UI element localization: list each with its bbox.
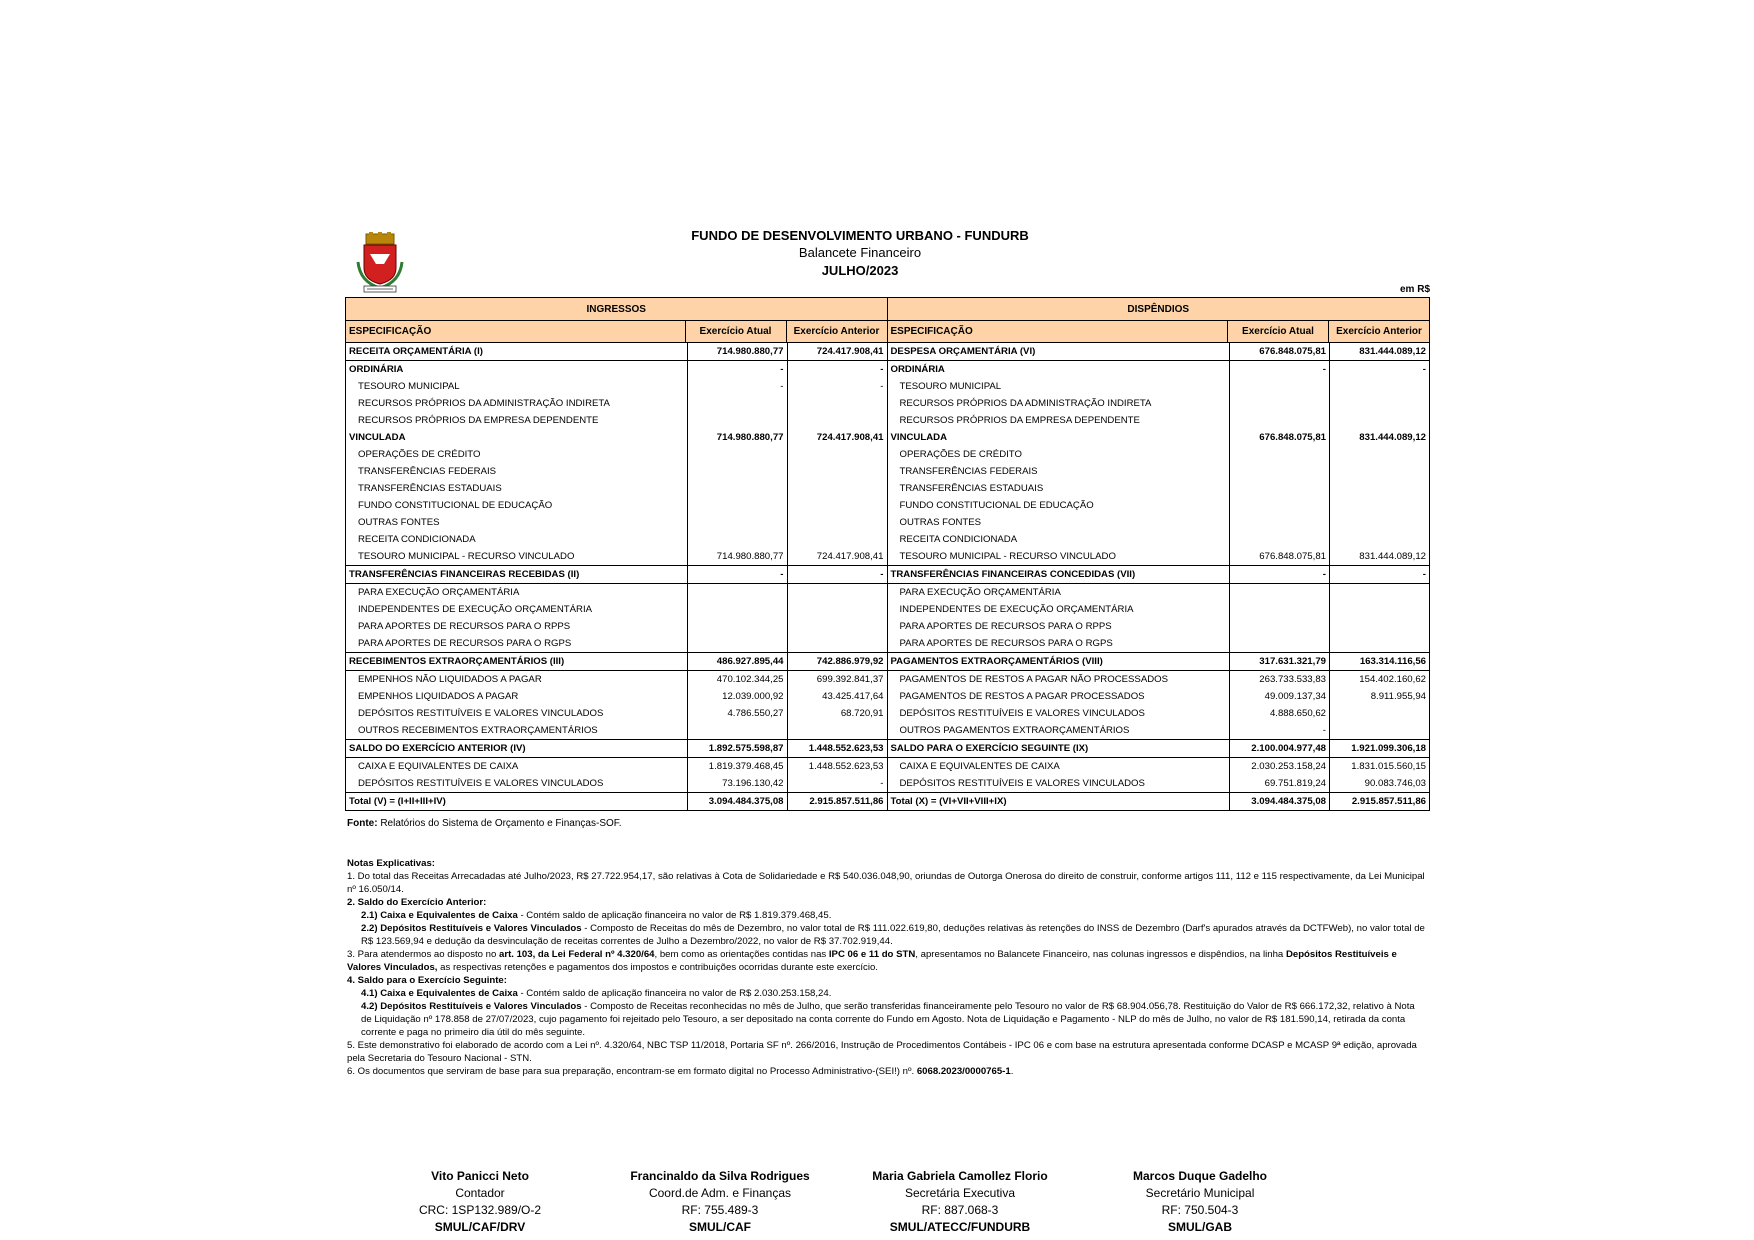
value-exercicio-atual xyxy=(1229,412,1329,429)
value-exercicio-anterior xyxy=(1329,480,1429,497)
value-exercicio-anterior xyxy=(787,463,887,480)
note-2-title: 2. Saldo do Exercício Anterior: xyxy=(347,897,487,908)
value-exercicio-atual: 676.848.075,81 xyxy=(1229,429,1329,446)
table-row xyxy=(888,583,1430,601)
table-row xyxy=(346,497,887,514)
value-exercicio-atual: 1.819.379.468,45 xyxy=(687,758,787,775)
table-row xyxy=(346,429,887,446)
note-3-text-a: 3. Para atendermos ao disposto no xyxy=(347,949,499,960)
table-row xyxy=(888,412,1430,429)
table-row xyxy=(888,514,1430,531)
row-label: TESOURO MUNICIPAL - RECURSO VINCULADO xyxy=(899,551,1116,562)
dispendios-table xyxy=(888,298,1430,810)
value-exercicio-anterior xyxy=(787,722,887,739)
ingressos-title: INGRESSOS xyxy=(346,298,887,321)
value-exercicio-anterior: 43.425.417,64 xyxy=(787,688,887,705)
table-row xyxy=(888,757,1430,775)
table-row xyxy=(346,565,887,583)
signature-block xyxy=(845,1168,1075,1236)
table-row xyxy=(888,652,1430,670)
signer-id: RF: 887.068-3 xyxy=(921,1203,999,1217)
value-exercicio-anterior: 154.402.160,62 xyxy=(1329,671,1429,688)
signer-name: Francinaldo da Silva Rodrigues xyxy=(630,1169,810,1183)
value-exercicio-anterior xyxy=(787,584,887,601)
value-exercicio-anterior xyxy=(1329,635,1429,652)
value-exercicio-atual: 12.039.000,92 xyxy=(687,688,787,705)
row-label: TRANSFERÊNCIAS FINANCEIRAS RECEBIDAS (II) xyxy=(349,569,580,580)
table-row xyxy=(888,565,1430,583)
table-row xyxy=(888,378,1430,395)
note-1: 1. Do total das Receitas Arrecadadas até Julho/2023, R$ 27.722.954,17, são relativas à Cota de Solidariedade e R$ 540.036.048,90, oriundas de Outorga Onerosa do direito de construir, conforme artigos 111, 112 e 115 respectivamente, da Lei Municipal nº 16.050/14. xyxy=(347,871,1425,895)
value-exercicio-anterior xyxy=(1329,378,1429,395)
table-row xyxy=(888,775,1430,792)
balance-table xyxy=(345,297,1430,811)
value-exercicio-anterior xyxy=(1329,584,1429,601)
value-exercicio-atual xyxy=(687,584,787,601)
note-6-text-c: . xyxy=(1010,1066,1014,1077)
explanatory-notes xyxy=(347,857,1427,1078)
row-label: OPERAÇÕES DE CRÉDITO xyxy=(358,449,481,460)
row-label: CAIXA E EQUIVALENTES DE CAIXA xyxy=(358,761,519,772)
table-row xyxy=(888,635,1430,652)
note-4-1-heading: 4.1) Caixa e Equivalentes de Caixa xyxy=(361,988,518,999)
value-exercicio-atual xyxy=(687,722,787,739)
column-header-spec: ESPECIFICAÇÃO xyxy=(349,326,432,338)
value-exercicio-atual xyxy=(687,412,787,429)
note-3-text-d: IPC 06 e 11 do STN xyxy=(828,949,916,960)
signer-role: Secretário Municipal xyxy=(1145,1186,1255,1200)
table-row xyxy=(346,722,887,739)
value-exercicio-anterior: 724.417.908,41 xyxy=(787,343,887,360)
value-exercicio-atual: - xyxy=(1229,361,1329,378)
value-exercicio-atual: 676.848.075,81 xyxy=(1229,548,1329,565)
signer-department: SMUL/ATECC/FUNDURB xyxy=(889,1220,1031,1234)
value-exercicio-atual xyxy=(687,497,787,514)
table-row xyxy=(346,583,887,601)
note-3-text-g: as respectivas retenções e pagamentos dos impostos e contribuições ocorridas durante este exercício. xyxy=(437,962,878,973)
value-exercicio-atual xyxy=(1229,635,1329,652)
value-exercicio-anterior xyxy=(787,635,887,652)
report-title: FUNDO DE DESENVOLVIMENTO URBANO - FUNDURB xyxy=(691,228,1029,243)
row-label: VINCULADA xyxy=(890,432,947,443)
signer-department: SMUL/GAB xyxy=(1168,1220,1232,1234)
value-exercicio-anterior: - xyxy=(787,361,887,378)
value-exercicio-atual: 49.009.137,34 xyxy=(1229,688,1329,705)
value-exercicio-atual: 4.888.650,62 xyxy=(1229,705,1329,722)
signer-role: Secretária Executiva xyxy=(904,1186,1016,1200)
row-label: OUTRAS FONTES xyxy=(899,517,982,528)
value-exercicio-anterior: - xyxy=(787,566,887,583)
value-exercicio-anterior xyxy=(787,618,887,635)
signer-name: Vito Panicci Neto xyxy=(431,1169,529,1183)
row-label: TESOURO MUNICIPAL xyxy=(358,381,460,392)
row-label: TRANSFERÊNCIAS FINANCEIRAS CONCEDIDAS (VII) xyxy=(890,569,1136,580)
row-label: ORDINÁRIA xyxy=(349,364,404,375)
table-row xyxy=(346,343,887,360)
value-exercicio-atual xyxy=(687,395,787,412)
city-coat-of-arms-logo xyxy=(356,232,404,294)
note-3-text-b: art. 103, da Lei Federal nº 4.320/64 xyxy=(499,949,655,960)
row-label: DEPÓSITOS RESTITUÍVEIS E VALORES VINCULADOS xyxy=(899,778,1145,789)
signer-department: SMUL/CAF xyxy=(689,1220,751,1234)
value-exercicio-atual xyxy=(687,531,787,548)
note-5: 5. Este demonstrativo foi elaborado de acordo com a Lei nº. 4.320/64, NBC TSP 11/2018, Portaria SF nº. 266/2016, Instrução de Procedimentos Contábeis - IPC 06 e com base na estrutura apresentada conforme DCASP e MCASP 9ª edição, aprovada pela Secretaria do Tesouro Nacional - STN. xyxy=(347,1040,1417,1064)
row-label: PARA APORTES DE RECURSOS PARA O RGPS xyxy=(899,638,1113,649)
value-exercicio-atual: 714.980.880,77 xyxy=(687,429,787,446)
signer-role: Contador xyxy=(455,1186,505,1200)
value-exercicio-anterior: 724.417.908,41 xyxy=(787,429,887,446)
value-exercicio-atual: 2.100.004.977,48 xyxy=(1229,740,1329,757)
row-label: RECURSOS PRÓPRIOS DA ADMINISTRAÇÃO INDIRETA xyxy=(899,398,1152,409)
table-row xyxy=(888,739,1430,757)
value-exercicio-anterior: 831.444.089,12 xyxy=(1329,343,1429,360)
value-exercicio-atual xyxy=(1229,480,1329,497)
value-exercicio-atual: 2.030.253.158,24 xyxy=(1229,758,1329,775)
value-exercicio-atual: 486.927.895,44 xyxy=(687,653,787,670)
value-exercicio-anterior: 831.444.089,12 xyxy=(1329,548,1429,565)
note-4-2 xyxy=(347,1000,1427,1039)
row-label: INDEPENDENTES DE EXECUÇÃO ORÇAMENTÁRIA xyxy=(899,604,1134,615)
row-label: SALDO DO EXERCÍCIO ANTERIOR (IV) xyxy=(349,743,526,754)
value-exercicio-anterior xyxy=(1329,601,1429,618)
table-row xyxy=(346,463,887,480)
row-label: Total (V) = (I+II+III+IV) xyxy=(349,796,446,807)
row-label: RECEBIMENTOS EXTRAORÇAMENTÁRIOS (III) xyxy=(349,656,565,667)
row-label: SALDO PARA O EXERCÍCIO SEGUINTE (IX) xyxy=(890,743,1089,754)
value-exercicio-atual: - xyxy=(1229,566,1329,583)
table-row xyxy=(888,395,1430,412)
row-label: RECURSOS PRÓPRIOS DA EMPRESA DEPENDENTE xyxy=(899,415,1140,426)
row-label: OPERAÇÕES DE CRÉDITO xyxy=(899,449,1022,460)
signer-department: SMUL/CAF/DRV xyxy=(434,1220,526,1234)
note-3 xyxy=(347,948,1427,974)
report-period: JULHO/2023 xyxy=(821,263,899,278)
table-row xyxy=(346,601,887,618)
value-exercicio-anterior: 1.831.015.560,15 xyxy=(1329,758,1429,775)
value-exercicio-anterior: - xyxy=(787,378,887,395)
value-exercicio-anterior xyxy=(787,514,887,531)
note-2-1-heading: 2.1) Caixa e Equivalentes de Caixa xyxy=(361,910,518,921)
row-label: RECEITA CONDICIONADA xyxy=(899,534,1018,545)
dispendios-rows xyxy=(888,343,1430,810)
column-header-atual: Exercício Atual xyxy=(1227,321,1328,342)
value-exercicio-atual: - xyxy=(687,361,787,378)
value-exercicio-anterior xyxy=(787,480,887,497)
signer-name: Maria Gabriela Camollez Florio xyxy=(872,1169,1048,1183)
value-exercicio-atual: 3.094.484.375,08 xyxy=(1229,793,1329,810)
report-subtitle: Balancete Financeiro xyxy=(798,245,922,260)
value-exercicio-atual xyxy=(1229,463,1329,480)
value-exercicio-anterior xyxy=(1329,446,1429,463)
value-exercicio-anterior: - xyxy=(1329,566,1429,583)
row-label: INDEPENDENTES DE EXECUÇÃO ORÇAMENTÁRIA xyxy=(358,604,593,615)
value-exercicio-atual xyxy=(1229,618,1329,635)
signer-id: RF: 750.504-3 xyxy=(1161,1203,1239,1217)
signer-id: CRC: 1SP132.989/O-2 xyxy=(418,1203,542,1217)
value-exercicio-atual xyxy=(1229,395,1329,412)
row-label: PARA APORTES DE RECURSOS PARA O RPPS xyxy=(899,621,1112,632)
note-2-2-heading: 2.2) Depósitos Restituíveis e Valores Vinculados xyxy=(361,923,582,934)
table-row xyxy=(346,480,887,497)
value-exercicio-atual: 676.848.075,81 xyxy=(1229,343,1329,360)
value-exercicio-atual: 714.980.880,77 xyxy=(687,548,787,565)
source-note xyxy=(347,818,622,829)
row-label: OUTROS RECEBIMENTOS EXTRAORÇAMENTÁRIOS xyxy=(358,725,598,736)
value-exercicio-atual: 317.631.321,79 xyxy=(1229,653,1329,670)
table-row xyxy=(346,775,887,792)
row-label: VINCULADA xyxy=(349,432,406,443)
note-6-process-number: 6068.2023/0000765-1 xyxy=(916,1066,1011,1077)
note-2-2 xyxy=(347,922,1427,948)
row-label: OUTROS PAGAMENTOS EXTRAORÇAMENTÁRIOS xyxy=(899,725,1130,736)
value-exercicio-anterior: 1.448.552.623,53 xyxy=(787,740,887,757)
row-label: FUNDO CONSTITUCIONAL DE EDUCAÇÃO xyxy=(899,500,1094,511)
table-row xyxy=(346,670,887,688)
table-row xyxy=(888,792,1430,810)
note-3-text-c: , bem como as orientações contidas nas xyxy=(654,949,829,960)
value-exercicio-anterior: 742.886.979,92 xyxy=(787,653,887,670)
table-row xyxy=(346,360,887,378)
value-exercicio-anterior: 724.417.908,41 xyxy=(787,548,887,565)
value-exercicio-anterior xyxy=(787,601,887,618)
table-row xyxy=(346,412,887,429)
source-text: Relatórios do Sistema de Orçamento e Finanças-SOF. xyxy=(377,818,622,829)
table-row xyxy=(888,601,1430,618)
row-label: TRANSFERÊNCIAS ESTADUAIS xyxy=(899,483,1044,494)
row-label: DEPÓSITOS RESTITUÍVEIS E VALORES VINCULADOS xyxy=(899,708,1145,719)
value-exercicio-atual: 263.733.533,83 xyxy=(1229,671,1329,688)
table-row xyxy=(888,360,1430,378)
signer-role: Coord.de Adm. e Finanças xyxy=(648,1186,792,1200)
row-label: DEPÓSITOS RESTITUÍVEIS E VALORES VINCULADOS xyxy=(358,708,604,719)
signature-block xyxy=(605,1168,835,1236)
row-label: PARA APORTES DE RECURSOS PARA O RPPS xyxy=(358,621,571,632)
row-label: PAGAMENTOS DE RESTOS A PAGAR PROCESSADOS xyxy=(899,691,1145,702)
value-exercicio-atual xyxy=(1229,497,1329,514)
dispendios-column-headers xyxy=(888,321,1430,343)
note-4-2-text: - Composto de Receitas reconhecidas no mês de Julho, que serão transferidas financeiramente pelo Tesouro no valor de R$ 68.904.056,78. Restituição do Valor de R$ 666.172,32, relativo à Nota de Liquidação nº 178.858 de 27/07/2023, cujo pagamento foi rejeitado pelo Tesouro, a ser depositado na conta corrente do Fundo em Agosto. Nota de Liquidação e Pagamento - NLP do mês de Julho, no valor de R$ 181.590,14, retirada da conta corrente e paga no primeiro dia útil do mês seguinte. xyxy=(361,1001,1415,1038)
value-exercicio-atual xyxy=(1229,531,1329,548)
value-exercicio-atual: 73.196.130,42 xyxy=(687,775,787,792)
row-label: TESOURO MUNICIPAL xyxy=(899,381,1002,392)
value-exercicio-anterior xyxy=(1329,497,1429,514)
table-row xyxy=(346,792,887,810)
note-6-text-a: 6. Os documentos que serviram de base para sua preparação, encontram-se em formato digital no Processo Administrativo-(SEI!) nº. xyxy=(347,1066,917,1077)
value-exercicio-anterior xyxy=(787,395,887,412)
value-exercicio-anterior xyxy=(1329,463,1429,480)
value-exercicio-atual xyxy=(687,463,787,480)
value-exercicio-anterior: 2.915.857.511,86 xyxy=(787,793,887,810)
note-3-text-e: , apresentamos no Balancete Financeiro, nas colunas ingressos e dispêndios, na linha xyxy=(915,949,1286,960)
value-exercicio-atual: - xyxy=(1229,722,1329,739)
table-row xyxy=(888,531,1430,548)
table-row xyxy=(888,722,1430,739)
note-4-2-heading: 4.2) Depósitos Restituíveis e Valores Vinculados xyxy=(361,1001,582,1012)
row-label: PAGAMENTOS EXTRAORÇAMENTÁRIOS (VIII) xyxy=(890,656,1103,667)
row-label: DESPESA ORÇAMENTÁRIA (VI) xyxy=(890,346,1036,357)
signatures xyxy=(365,1168,1315,1236)
value-exercicio-anterior: 699.392.841,37 xyxy=(787,671,887,688)
value-exercicio-anterior xyxy=(787,497,887,514)
value-exercicio-atual: 3.094.484.375,08 xyxy=(687,793,787,810)
value-exercicio-anterior: 68.720,91 xyxy=(787,705,887,722)
table-row xyxy=(888,688,1430,705)
table-row xyxy=(346,531,887,548)
value-exercicio-anterior xyxy=(787,412,887,429)
row-label: TRANSFERÊNCIAS ESTADUAIS xyxy=(358,483,502,494)
value-exercicio-anterior xyxy=(1329,618,1429,635)
table-row xyxy=(888,480,1430,497)
ingressos-table xyxy=(346,298,888,810)
signature-block xyxy=(365,1168,595,1236)
value-exercicio-anterior xyxy=(787,531,887,548)
row-label: RECEITA CONDICIONADA xyxy=(358,534,476,545)
table-row xyxy=(346,652,887,670)
row-label: PARA EXECUÇÃO ORÇAMENTÁRIA xyxy=(899,587,1061,598)
value-exercicio-anterior xyxy=(1329,395,1429,412)
row-label: ORDINÁRIA xyxy=(890,364,945,375)
table-row xyxy=(888,497,1430,514)
table-row xyxy=(888,463,1430,480)
value-exercicio-anterior: 2.915.857.511,86 xyxy=(1329,793,1429,810)
value-exercicio-anterior: - xyxy=(1329,361,1429,378)
value-exercicio-anterior: 831.444.089,12 xyxy=(1329,429,1429,446)
table-row xyxy=(346,705,887,722)
value-exercicio-anterior xyxy=(1329,705,1429,722)
value-exercicio-atual: 470.102.344,25 xyxy=(687,671,787,688)
row-label: RECEITA ORÇAMENTÁRIA (I) xyxy=(349,346,483,357)
table-row xyxy=(346,395,887,412)
value-exercicio-anterior: 1.448.552.623,53 xyxy=(787,758,887,775)
value-exercicio-atual xyxy=(687,618,787,635)
row-label: RECURSOS PRÓPRIOS DA ADMINISTRAÇÃO INDIRETA xyxy=(358,398,610,409)
value-exercicio-atual: 4.786.550,27 xyxy=(687,705,787,722)
column-header-anterior: Exercício Anterior xyxy=(1328,321,1429,342)
value-exercicio-atual xyxy=(1229,584,1329,601)
value-exercicio-anterior: 1.921.099.306,18 xyxy=(1329,740,1429,757)
table-row xyxy=(346,378,887,395)
currency-unit: em R$ xyxy=(1399,284,1430,295)
value-exercicio-anterior: - xyxy=(787,775,887,792)
note-4-1 xyxy=(347,987,1427,1000)
value-exercicio-atual xyxy=(687,480,787,497)
note-2-1-text: - Contém saldo de aplicação financeira no valor de R$ 1.819.379.468,45. xyxy=(517,910,832,921)
table-row xyxy=(346,739,887,757)
row-label: TESOURO MUNICIPAL - RECURSO VINCULADO xyxy=(358,551,575,562)
value-exercicio-atual xyxy=(1229,601,1329,618)
note-3-text-f: Depósitos Restituíveis e Valores Vinculados, xyxy=(347,949,1397,973)
value-exercicio-anterior: 8.911.955,94 xyxy=(1329,688,1429,705)
table-row xyxy=(888,548,1430,565)
row-label: PARA EXECUÇÃO ORÇAMENTÁRIA xyxy=(358,587,520,598)
value-exercicio-anterior xyxy=(1329,722,1429,739)
row-label: Total (X) = (VI+VII+VIII+IX) xyxy=(890,796,1007,807)
table-row xyxy=(888,618,1430,635)
value-exercicio-atual xyxy=(1229,446,1329,463)
table-row xyxy=(346,618,887,635)
value-exercicio-anterior: 90.083.746,03 xyxy=(1329,775,1429,792)
table-row xyxy=(888,670,1430,688)
ingressos-column-headers xyxy=(346,321,887,343)
value-exercicio-anterior xyxy=(1329,514,1429,531)
value-exercicio-anterior xyxy=(1329,412,1429,429)
row-label: EMPENHOS LIQUIDADOS A PAGAR xyxy=(358,691,519,702)
column-header-spec: ESPECIFICAÇÃO xyxy=(890,326,973,338)
note-4-1-text: - Contém saldo de aplicação financeira no valor de R$ 2.030.253.158,24. xyxy=(517,988,832,999)
row-label: PAGAMENTOS DE RESTOS A PAGAR NÃO PROCESSADOS xyxy=(899,674,1169,685)
value-exercicio-atual xyxy=(687,601,787,618)
row-label: TRANSFERÊNCIAS FEDERAIS xyxy=(358,466,497,477)
row-label: DEPÓSITOS RESTITUÍVEIS E VALORES VINCULADOS xyxy=(358,778,604,789)
value-exercicio-atual xyxy=(1229,378,1329,395)
value-exercicio-atual xyxy=(1229,514,1329,531)
value-exercicio-anterior: 163.314.116,56 xyxy=(1329,653,1429,670)
table-row xyxy=(346,514,887,531)
value-exercicio-atual xyxy=(687,635,787,652)
column-header-atual: Exercício Atual xyxy=(685,321,786,342)
value-exercicio-anterior xyxy=(1329,531,1429,548)
note-4-title: 4. Saldo para o Exercício Seguinte: xyxy=(347,975,507,986)
ingressos-rows xyxy=(346,343,887,810)
note-6 xyxy=(347,1065,1427,1078)
value-exercicio-atual xyxy=(687,514,787,531)
value-exercicio-atual: 714.980.880,77 xyxy=(687,343,787,360)
table-row xyxy=(346,548,887,565)
signer-name: Marcos Duque Gadelho xyxy=(1132,1169,1268,1183)
table-row xyxy=(888,705,1430,722)
row-label: TRANSFERÊNCIAS FEDERAIS xyxy=(899,466,1038,477)
value-exercicio-atual xyxy=(687,446,787,463)
row-label: FUNDO CONSTITUCIONAL DE EDUCAÇÃO xyxy=(358,500,553,511)
value-exercicio-atual: 69.751.819,24 xyxy=(1229,775,1329,792)
notes-title: Notas Explicativas: xyxy=(347,858,435,869)
value-exercicio-atual: 1.892.575.598,87 xyxy=(687,740,787,757)
table-row xyxy=(346,688,887,705)
table-row xyxy=(346,757,887,775)
table-row xyxy=(888,429,1430,446)
signer-id: RF: 755.489-3 xyxy=(681,1203,759,1217)
column-header-anterior: Exercício Anterior xyxy=(786,321,887,342)
value-exercicio-atual: - xyxy=(687,378,787,395)
table-row xyxy=(888,343,1430,360)
report-header xyxy=(520,228,1200,280)
table-row xyxy=(346,446,887,463)
row-label: OUTRAS FONTES xyxy=(358,517,440,528)
signature-block xyxy=(1085,1168,1315,1236)
dispendios-title: DISPÊNDIOS xyxy=(888,298,1430,321)
source-label: Fonte: xyxy=(347,818,378,829)
note-2-2-text: - Composto de Receitas do mês de Dezembro, no valor total de R$ 111.022.619,80, deduções relativas às retenções do INSS de Dezembro (Darf's apurados através da DCTFWeb), no valor total de R$ 123.569,94 e dedução da desvinculação de receitas correntes de Julho a Dezembro/2022, no valor de R$ 37.702.919,44. xyxy=(361,923,1425,947)
note-2-1 xyxy=(347,909,1427,922)
table-row xyxy=(888,446,1430,463)
row-label: CAIXA E EQUIVALENTES DE CAIXA xyxy=(899,761,1060,772)
value-exercicio-atual: - xyxy=(687,566,787,583)
value-exercicio-anterior xyxy=(787,446,887,463)
row-label: PARA APORTES DE RECURSOS PARA O RGPS xyxy=(358,638,572,649)
row-label: EMPENHOS NÃO LIQUIDADOS A PAGAR xyxy=(358,674,542,685)
table-row xyxy=(346,635,887,652)
row-label: RECURSOS PRÓPRIOS DA EMPRESA DEPENDENTE xyxy=(358,415,599,426)
